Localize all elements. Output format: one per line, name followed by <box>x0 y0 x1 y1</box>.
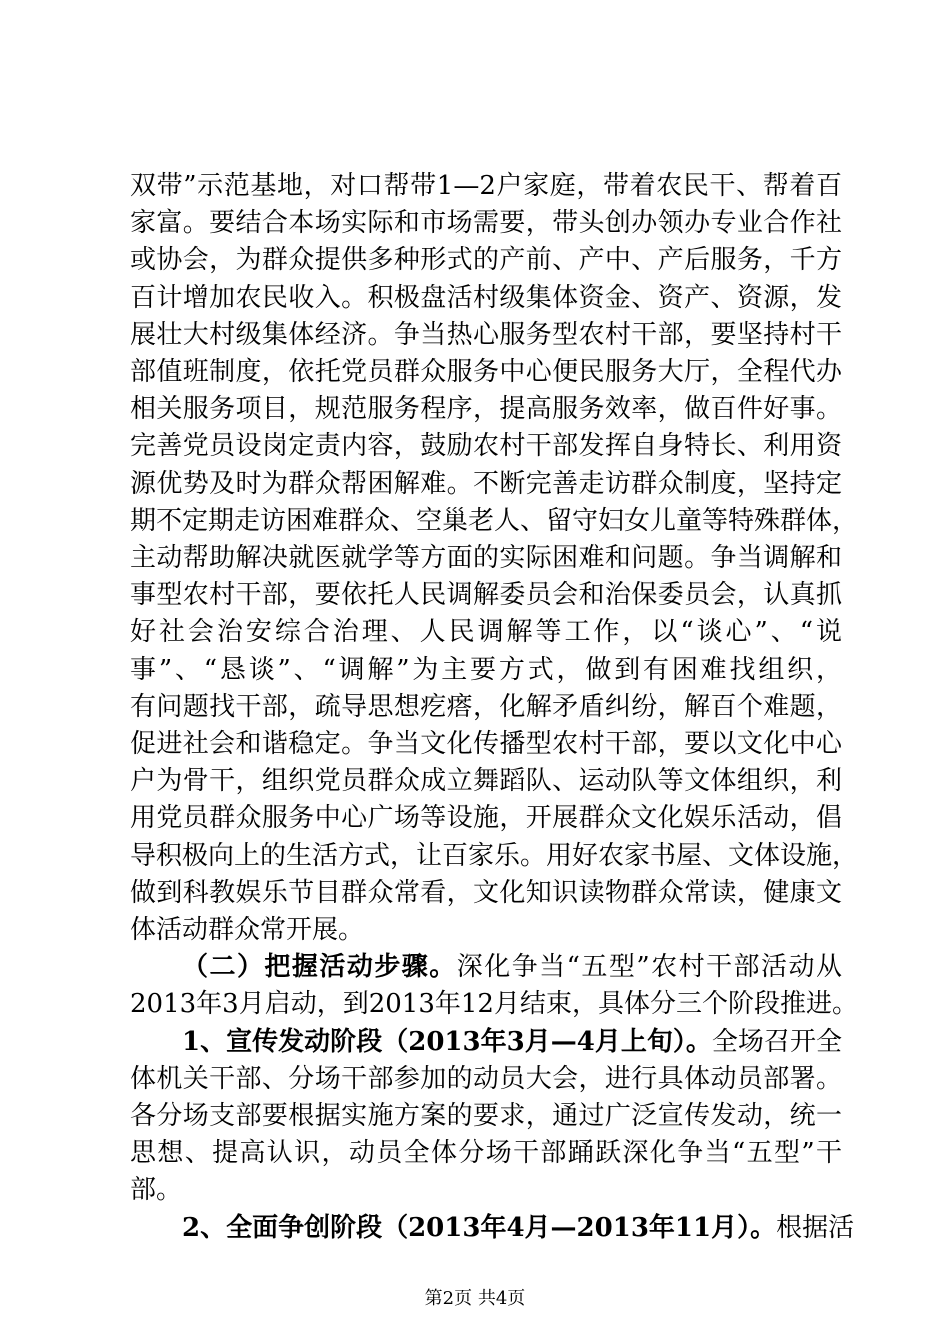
body-line: 体机关干部、分场干部参加的动员大会，进行具体动员部署。 <box>130 1064 842 1094</box>
body-line: 用党员群众服务中心广场等设施，开展群众文化娱乐活动，倡 <box>130 803 842 833</box>
step-heading: 2、全面争创阶段（2013年4月—2013年11月）。 <box>182 1213 777 1243</box>
body-line: 期不定期走访困难群众、空巢老人、留守妇女儿童等特殊群体， <box>130 506 859 536</box>
step-text: 根据活 <box>776 1213 855 1243</box>
body-line: 部值班制度，依托党员群众服务中心便民服务大厅，全程代办 <box>130 357 842 387</box>
body-line: 事型农村干部，要依托人民调解委员会和治保委员会，认真抓 <box>130 580 842 610</box>
body-line: 有问题找干部，疏导思想疙瘩，化解矛盾纠纷，解百个难题， <box>130 692 842 722</box>
body-line: 各分场支部要根据实施方案的要求，通过广泛宣传发动，统一 <box>130 1101 842 1131</box>
body-line: 相关服务项目，规范服务程序，提高服务效率，做百件好事。 <box>130 394 842 424</box>
body-line: 或协会，为群众提供多种形式的产前、产中、产后服务，千方 <box>130 245 842 275</box>
step-text: 全场召开全 <box>711 1027 842 1057</box>
body-line: 思想、提高认识，动员全体分场干部踊跃深化争当“五型”干 <box>130 1138 842 1168</box>
body-line: 体活动群众常开展。 <box>130 915 365 945</box>
body-line: 促进社会和谐稳定。争当文化传播型农村干部，要以文化中心 <box>130 729 842 759</box>
body-line: 百计增加农民收入。积极盘活村级集体资金、资产、资源，发 <box>130 283 842 313</box>
step-paragraph-first-line <box>182 1024 842 1060</box>
body-line: 导积极向上的生活方式，让百家乐。用好农家书屋、文体设施， <box>130 841 859 871</box>
body-line: 2013年3月启动，到2013年12月结束，具体分三个阶段推进。 <box>130 989 858 1019</box>
body-line: 事”、“恳谈”、“调解”为主要方式，做到有困难找组织， <box>130 655 842 685</box>
body-line: 部。 <box>130 1175 183 1205</box>
body-line: 完善党员设岗定责内容，鼓励农村干部发挥自身特长、利用资 <box>130 431 842 461</box>
body-line: 户为骨干，组织党员群众成立舞蹈队、运动队等文体组织，利 <box>130 766 842 796</box>
body-line: 源优势及时为群众帮困解难。不断完善走访群众制度，坚持定 <box>130 469 842 499</box>
section-paragraph-first-line <box>182 949 842 985</box>
step-paragraph-first-line <box>182 1210 855 1246</box>
page-number: 第2页 共4页 <box>424 1288 526 1309</box>
body-line: 展壮大村级集体经济。争当热心服务型农村干部，要坚持村干 <box>130 320 842 350</box>
step-heading: 1、宣传发动阶段（2013年3月—4月上旬）。 <box>182 1027 712 1057</box>
body-line: 主动帮助解决就医就学等方面的实际困难和问题。争当调解和 <box>130 543 842 573</box>
body-line: 双带”示范基地，对口帮带1—2户家庭，带着农民干、帮着百 <box>130 171 842 201</box>
body-line: 好社会治安综合治理、人民调解等工作，以“谈心”、“说 <box>130 617 842 647</box>
section-text: 深化争当“五型”农村干部活动从 <box>456 952 842 982</box>
body-line: 家富。要结合本场实际和市场需要，带头创办领办专业合作社 <box>130 208 842 238</box>
body-line: 做到科教娱乐节目群众常看，文化知识读物群众常读，健康文 <box>130 878 842 908</box>
section-heading: （二）把握活动步骤。 <box>182 952 457 982</box>
